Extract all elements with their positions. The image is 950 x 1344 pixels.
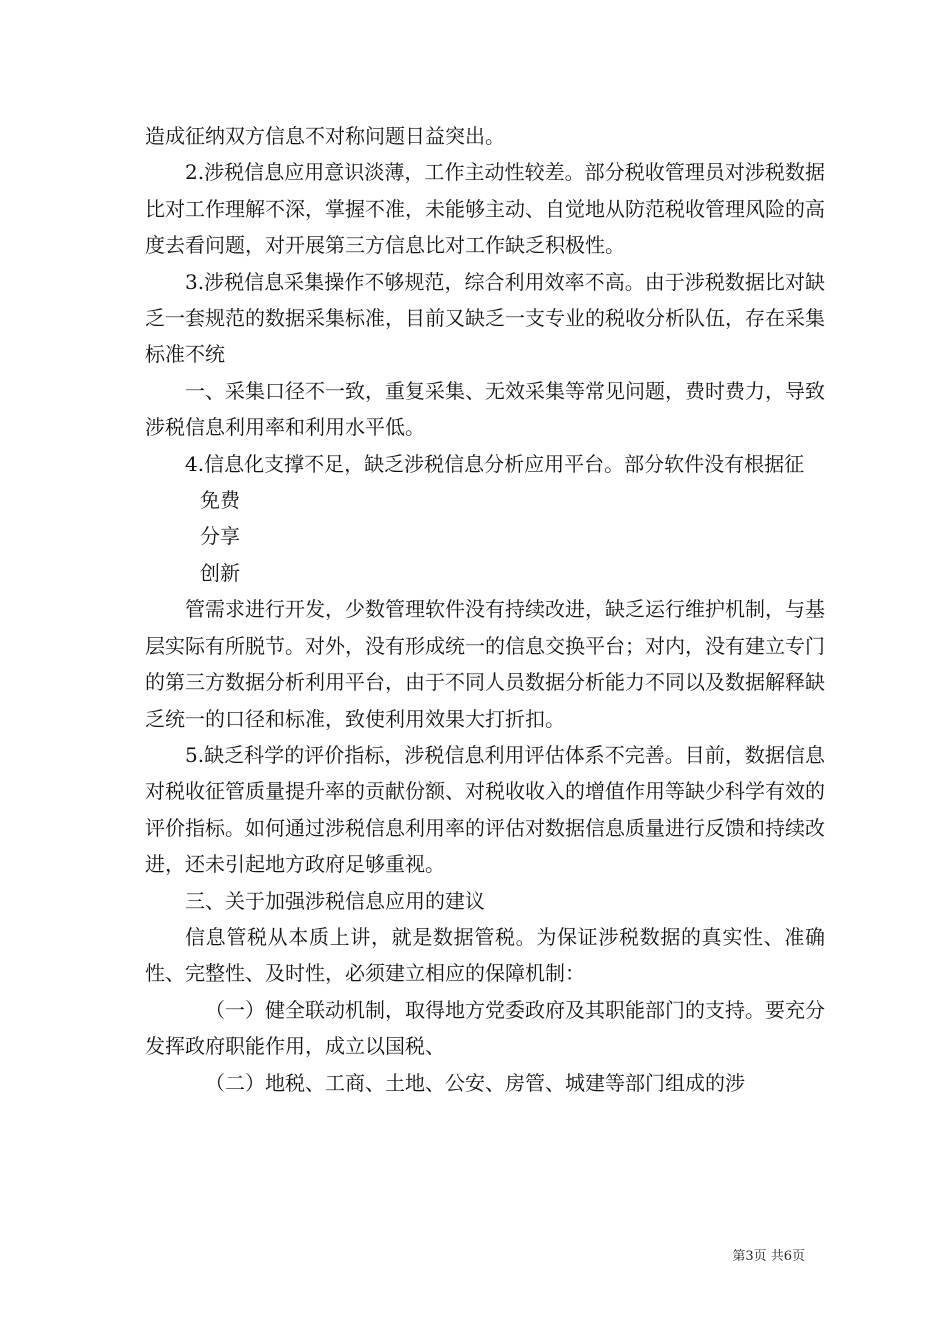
paragraph-item-2: 2.涉税信息应用意识淡薄，工作主动性较差。部分税收管理员对涉税数据比对工作理解不深，掌握不准，未能够主动、自觉地从防范税收管理风险的高度去看问题，对开展第三方信息比对工作缺乏积极性。	[145, 160, 825, 258]
page-number: 第3页 共6页	[732, 1249, 805, 1264]
short-line-innovate: 创新	[200, 560, 240, 585]
paragraph-item-4-continued: 管需求进行开发，少数管理软件没有持续改进，缺乏运行维护机制，与基层实际有所脱节。对外，没有形成统一的信息交换平台；对内，没有建立专门的第三方数据分析利用平台，由于不同人员数据分析能力不同以及数据解释缺乏统一的口径和标准，致使利用效果大打折扣。	[145, 597, 825, 731]
paragraph-intro-suggestions: 信息管税从本质上讲，就是数据管税。为保证涉税数据的真实性、准确性、完整性、及时性，必须建立相应的保障机制：	[145, 924, 825, 986]
short-line-free: 免费	[200, 488, 240, 513]
paragraph-suggestion-1: （一）健全联动机制，取得地方党委政府及其职能部门的支持。要充分发挥政府职能作用，成立以国税、	[145, 997, 825, 1059]
short-line-share: 分享	[200, 524, 240, 549]
paragraph-continuation: 造成征纳双方信息不对称问题日益突出。	[145, 124, 505, 148]
paragraph-item-3-continued: 一、采集口径不一致，重复采集、无效采集等常见问题，费时费力，导致涉税信息利用率和利用水平低。	[145, 378, 825, 440]
paragraph-item-5: 5.缺乏科学的评价指标，涉税信息利用评估体系不完善。目前，数据信息对税收征管质量提升率的贡献份额、对税收收入的增值作用等缺少科学有效的评价指标。如何通过涉税信息利用率的评估对数据信息质量进行反馈和持续改进，还未引起地方政府足够重视。	[145, 742, 825, 877]
section-heading-suggestions: 三、关于加强涉税信息应用的建议	[185, 888, 485, 913]
document-body	[145, 118, 825, 1101]
paragraph-item-4: 4.信息化支撑不足，缺乏涉税信息分析应用平台。部分软件没有根据征	[185, 451, 805, 476]
paragraph-item-3: 3.涉税信息采集操作不够规范，综合利用效率不高。由于涉税数据比对缺乏一套规范的数据采集标准，目前又缺乏一支专业的税收分析队伍，存在采集标准不统	[145, 269, 825, 367]
paragraph-suggestion-2: （二）地税、工商、土地、公安、房管、城建等部门组成的涉	[205, 1070, 745, 1095]
